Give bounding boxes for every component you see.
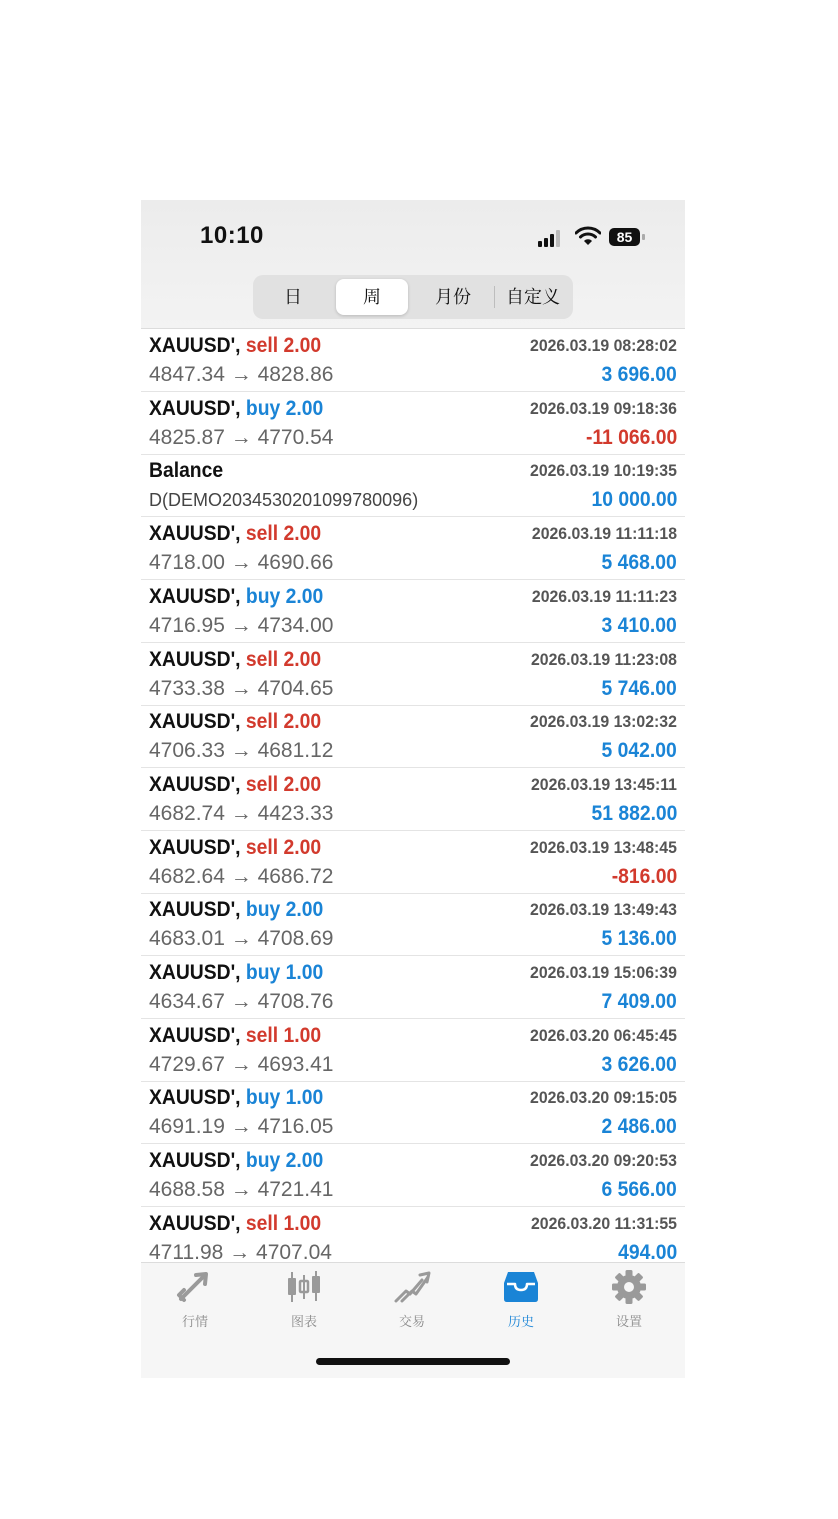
row-date: 2026.03.19 13:02:32 xyxy=(530,712,677,732)
row-profit: -11 066.00 xyxy=(585,425,677,449)
trade-row[interactable] xyxy=(141,893,685,956)
trade-row[interactable] xyxy=(141,329,685,392)
trade-type: sell xyxy=(245,1211,279,1235)
tab-history[interactable] xyxy=(467,1269,575,1339)
row-profit: 6 566.00 xyxy=(601,1178,677,1202)
period-custom[interactable]: 自定义 xyxy=(506,287,560,307)
tab-trade-label: 交易 xyxy=(398,1314,425,1329)
trade-row[interactable] xyxy=(141,1144,685,1207)
row-profit: 3 410.00 xyxy=(601,613,677,637)
row-date: 2026.03.20 09:15:05 xyxy=(530,1088,677,1108)
phone-screen xyxy=(141,200,685,1378)
row-title xyxy=(149,898,323,922)
trade-volume: 2.00 xyxy=(285,584,324,608)
battery-icon xyxy=(609,228,645,248)
trade-prices: 4634.67 → 4708.76 xyxy=(149,990,334,1013)
trade-prices: 4688.58 → 4721.41 xyxy=(149,1178,334,1202)
row-date: 2026.03.19 13:45:11 xyxy=(531,774,677,794)
trade-prices: 4691.19 → 4716.05 xyxy=(149,1115,334,1139)
header xyxy=(141,200,685,329)
wifi-icon xyxy=(575,226,601,246)
row-profit: 5 042.00 xyxy=(601,739,677,763)
trade-type: buy xyxy=(245,898,281,922)
trade-prices: 4729.67 → 4693.41 xyxy=(149,1052,334,1076)
quotes-icon xyxy=(175,1269,215,1305)
trade-row[interactable] xyxy=(141,705,685,768)
row-date: 2026.03.19 13:48:45 xyxy=(530,837,677,857)
settings-icon xyxy=(609,1269,649,1305)
trade-prices: 4718.00 → 4690.66 xyxy=(149,551,334,575)
trade-volume: 1.00 xyxy=(283,1211,322,1235)
trade-type: buy xyxy=(245,584,281,608)
balance-row[interactable] xyxy=(141,454,685,517)
trade-type: buy xyxy=(245,1149,281,1173)
trade-row[interactable] xyxy=(141,768,685,831)
trade-row[interactable] xyxy=(141,1019,685,1082)
row-title xyxy=(149,836,321,860)
trade-prices: 4847.34 → 4828.86 xyxy=(149,363,334,386)
trade-prices: 4733.38 → 4704.65 xyxy=(149,676,334,700)
trade-volume: 2.00 xyxy=(283,772,322,796)
trade-symbol: XAUUSD', xyxy=(149,396,241,420)
row-title xyxy=(149,522,321,546)
row-profit: 3 696.00 xyxy=(601,363,677,386)
row-profit: -816.00 xyxy=(611,864,677,888)
trade-row[interactable] xyxy=(141,831,685,894)
tab-chart-label: 图表 xyxy=(290,1314,317,1329)
row-date: 2026.03.19 09:18:36 xyxy=(530,398,677,418)
period-day[interactable]: 日 xyxy=(284,287,302,307)
trade-type: buy xyxy=(245,1086,281,1110)
trade-symbol: XAUUSD', xyxy=(149,835,241,859)
trade-symbol: XAUUSD', xyxy=(149,710,241,734)
row-profit: 5 468.00 xyxy=(601,551,677,575)
row-profit: 10 000.00 xyxy=(591,488,677,512)
trade-row[interactable] xyxy=(141,517,685,580)
period-segmented-control xyxy=(253,275,573,319)
trade-symbol: XAUUSD', xyxy=(149,1149,241,1173)
trade-volume: 2.00 xyxy=(283,334,322,357)
row-title xyxy=(149,1024,321,1048)
row-title: Balance xyxy=(149,459,224,483)
trade-row[interactable] xyxy=(141,643,685,706)
row-title xyxy=(149,397,323,421)
trade-row[interactable] xyxy=(141,580,685,643)
tab-bar xyxy=(141,1262,685,1378)
trade-volume: 2.00 xyxy=(283,710,322,734)
tab-quotes-label: 行情 xyxy=(181,1314,208,1329)
row-profit: 5 746.00 xyxy=(601,676,677,700)
trade-type: buy xyxy=(245,396,281,420)
trade-type: buy xyxy=(245,961,281,984)
row-profit: 7 409.00 xyxy=(601,990,677,1013)
trade-symbol: XAUUSD', xyxy=(149,334,241,357)
trade-volume: 2.00 xyxy=(283,647,322,671)
history-icon xyxy=(501,1269,541,1305)
trade-volume: 2.00 xyxy=(283,522,322,546)
row-title xyxy=(149,773,321,797)
row-date: 2026.03.19 15:06:39 xyxy=(530,963,677,982)
trade-volume: 1.00 xyxy=(283,1023,322,1047)
trade-symbol: XAUUSD', xyxy=(149,1086,241,1110)
battery-level: 85 xyxy=(609,228,640,246)
trade-volume: 2.00 xyxy=(285,1149,324,1173)
row-title xyxy=(149,585,323,609)
row-profit: 51 882.00 xyxy=(591,801,677,825)
trade-row[interactable] xyxy=(141,1081,685,1144)
trade-symbol: XAUUSD', xyxy=(149,1023,241,1047)
status-time: 10:10 xyxy=(200,222,264,249)
row-profit: 494.00 xyxy=(617,1240,677,1262)
trade-prices: 4716.95 → 4734.00 xyxy=(149,613,334,637)
row-date: 2026.03.19 08:28:02 xyxy=(530,336,677,355)
row-date: 2026.03.19 10:19:35 xyxy=(530,461,677,481)
trade-volume: 2.00 xyxy=(283,835,322,859)
row-title xyxy=(149,1086,323,1110)
row-date: 2026.03.19 11:23:08 xyxy=(531,649,677,669)
row-date: 2026.03.19 13:49:43 xyxy=(530,900,677,920)
trade-volume: 1.00 xyxy=(285,1086,324,1110)
row-title xyxy=(149,1212,321,1236)
trade-type: sell xyxy=(245,522,279,546)
row-profit: 3 626.00 xyxy=(601,1052,677,1076)
trade-prices: 4682.74 → 4423.33 xyxy=(149,801,334,825)
row-date: 2026.03.19 11:11:18 xyxy=(531,524,677,544)
row-title xyxy=(149,648,321,672)
trade-symbol: XAUUSD', xyxy=(149,772,241,796)
tab-chart[interactable] xyxy=(250,1269,358,1339)
trade-row[interactable] xyxy=(141,956,685,1019)
trade-symbol: XAUUSD', xyxy=(149,898,241,922)
home-indicator[interactable] xyxy=(316,1358,510,1365)
trade-prices: 4706.33 → 4681.12 xyxy=(149,739,334,763)
period-month[interactable]: 月份 xyxy=(435,287,471,307)
trade-icon xyxy=(392,1269,432,1305)
trade-type: sell xyxy=(245,647,279,671)
row-profit: 2 486.00 xyxy=(601,1115,677,1139)
tab-quotes[interactable] xyxy=(141,1269,249,1339)
row-date: 2026.03.20 11:31:55 xyxy=(531,1213,677,1233)
period-week[interactable]: 周 xyxy=(336,279,408,315)
tab-history-label: 历史 xyxy=(507,1314,534,1329)
trade-prices: 4682.64 → 4686.72 xyxy=(149,864,334,888)
tab-settings[interactable] xyxy=(575,1269,683,1339)
trade-type: sell xyxy=(245,1023,279,1047)
row-date: 2026.03.20 09:20:53 xyxy=(530,1151,677,1171)
row-title xyxy=(149,961,323,985)
trade-volume: 2.00 xyxy=(285,898,324,922)
trade-symbol: XAUUSD', xyxy=(149,1211,241,1235)
cellular-signal-icon xyxy=(538,229,562,247)
trade-symbol: XAUUSD', xyxy=(149,647,241,671)
trade-symbol: XAUUSD', xyxy=(149,961,241,984)
trade-prices: 4711.98 → 4707.04 xyxy=(149,1240,332,1262)
trade-row[interactable] xyxy=(141,1207,685,1262)
trade-prices: 4683.01 → 4708.69 xyxy=(149,927,334,951)
trade-symbol: XAUUSD', xyxy=(149,522,241,546)
tab-trade[interactable] xyxy=(358,1269,466,1339)
row-title xyxy=(149,1149,323,1173)
row-date: 2026.03.20 06:45:45 xyxy=(530,1025,677,1045)
tab-settings-label: 设置 xyxy=(615,1314,642,1329)
trade-type: sell xyxy=(245,835,279,859)
trade-volume: 1.00 xyxy=(285,961,324,984)
trade-volume: 2.00 xyxy=(285,396,324,420)
balance-comment: D(DEMO2034530201099780096) xyxy=(149,490,419,511)
trade-type: sell xyxy=(245,710,279,734)
trade-type: sell xyxy=(245,772,279,796)
trade-type: sell xyxy=(245,334,279,357)
row-profit: 5 136.00 xyxy=(601,927,677,951)
trade-prices: 4825.87 → 4770.54 xyxy=(149,425,334,449)
row-title xyxy=(149,334,321,358)
trade-symbol: XAUUSD', xyxy=(149,584,241,608)
row-date: 2026.03.19 11:11:23 xyxy=(531,586,677,606)
trade-row[interactable] xyxy=(141,392,685,455)
chart-icon xyxy=(284,1269,324,1305)
row-title xyxy=(149,710,321,734)
history-list[interactable] xyxy=(141,329,685,1262)
